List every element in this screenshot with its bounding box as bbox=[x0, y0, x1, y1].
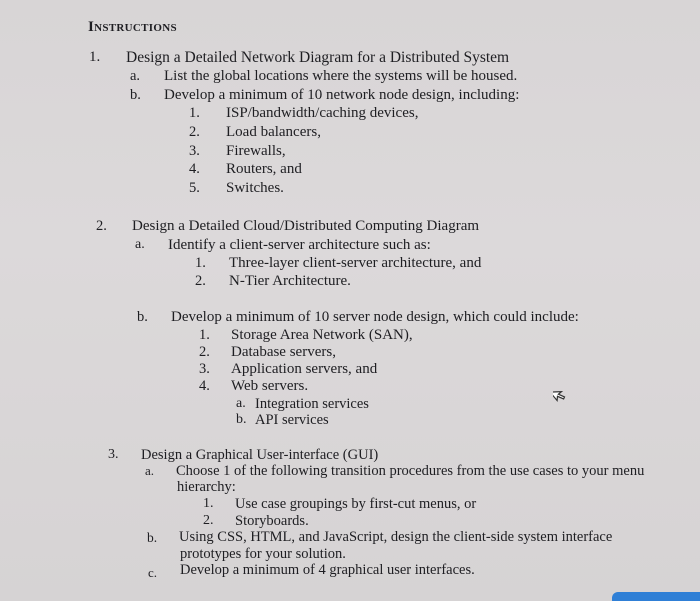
list-item-text: Use case groupings by first-cut menus, or bbox=[235, 496, 477, 512]
section-3-c-label: c. bbox=[148, 565, 158, 580]
list-item-text: Storage Area Network (SAN), bbox=[231, 327, 413, 343]
section-3-number: 3. bbox=[108, 447, 119, 462]
section-1-b-label: b. bbox=[130, 87, 141, 103]
sub-item-label: a. bbox=[236, 396, 246, 411]
list-item-number: 2. bbox=[189, 124, 200, 140]
sub-item-label: b. bbox=[236, 412, 247, 427]
list-item-text: Firewalls, bbox=[226, 143, 286, 159]
list-item-number: 4. bbox=[189, 161, 200, 177]
list-item-text: N-Tier Architecture. bbox=[229, 273, 351, 289]
section-2-b-label: b. bbox=[137, 309, 148, 325]
page-heading: Instructions bbox=[88, 19, 177, 35]
list-item-text: Storyboards. bbox=[235, 513, 309, 529]
sub-item-text: API services bbox=[255, 412, 329, 428]
section-3-a-label: a. bbox=[145, 463, 155, 478]
section-3-title: Design a Graphical User-interface (GUI) bbox=[141, 447, 379, 463]
section-2-number: 2. bbox=[96, 218, 107, 234]
section-1-b-text: Develop a minimum of 10 network node design, including: bbox=[164, 87, 520, 103]
section-2-a-text: Identify a client-server architecture such as: bbox=[168, 237, 431, 253]
list-item-text: Application servers, and bbox=[231, 361, 378, 377]
section-3-a-text-line1: Choose 1 of the following transition procedures from the use cases to your menu bbox=[176, 463, 645, 479]
section-1-title: Design a Detailed Network Diagram for a Distributed System bbox=[126, 49, 510, 66]
section-1-number: 1. bbox=[89, 49, 101, 65]
section-1-a-text: List the global locations where the systems will be housed. bbox=[164, 68, 518, 84]
list-item-number: 2. bbox=[199, 344, 210, 360]
list-item-text: Routers, and bbox=[226, 161, 302, 177]
list-item-number: 2. bbox=[195, 273, 206, 289]
list-item-text: ISP/bandwidth/caching devices, bbox=[226, 105, 419, 121]
list-item-number: 1. bbox=[199, 327, 210, 343]
list-item-text: Web servers. bbox=[231, 378, 309, 394]
list-item-number: 3. bbox=[189, 143, 200, 159]
section-3-b-text-line1: Using CSS, HTML, and JavaScript, design the client-side system interface bbox=[179, 529, 613, 545]
section-3-c-text: Develop a minimum of 4 graphical user interfaces. bbox=[180, 562, 475, 578]
mouse-cursor-icon bbox=[553, 386, 569, 404]
section-3-b-label: b. bbox=[147, 530, 158, 545]
bottom-bar bbox=[612, 592, 700, 601]
list-item-number: 1. bbox=[195, 255, 206, 271]
list-item-number: 1. bbox=[203, 496, 214, 511]
list-item-number: 3. bbox=[199, 361, 210, 377]
list-item-text: Switches. bbox=[226, 180, 284, 196]
list-item-number: 4. bbox=[199, 378, 210, 394]
section-2-title: Design a Detailed Cloud/Distributed Computing Diagram bbox=[132, 218, 480, 234]
list-item-number: 2. bbox=[203, 513, 214, 528]
list-item-number: 5. bbox=[189, 180, 200, 196]
section-3-b-text-line2: prototypes for your solution. bbox=[180, 546, 346, 562]
list-item-text: Three-layer client-server architecture, and bbox=[229, 255, 482, 271]
section-1-a-label: a. bbox=[130, 68, 141, 84]
section-2-a-label: a. bbox=[135, 237, 145, 252]
list-item-text: Database servers, bbox=[231, 344, 336, 360]
list-item-text: Load balancers, bbox=[226, 124, 321, 140]
section-2-b-text: Develop a minimum of 10 server node design, which could include: bbox=[171, 309, 579, 325]
list-item-number: 1. bbox=[189, 105, 200, 121]
sub-item-text: Integration services bbox=[255, 396, 369, 412]
section-3-a-text-line2: hierarchy: bbox=[177, 479, 236, 495]
